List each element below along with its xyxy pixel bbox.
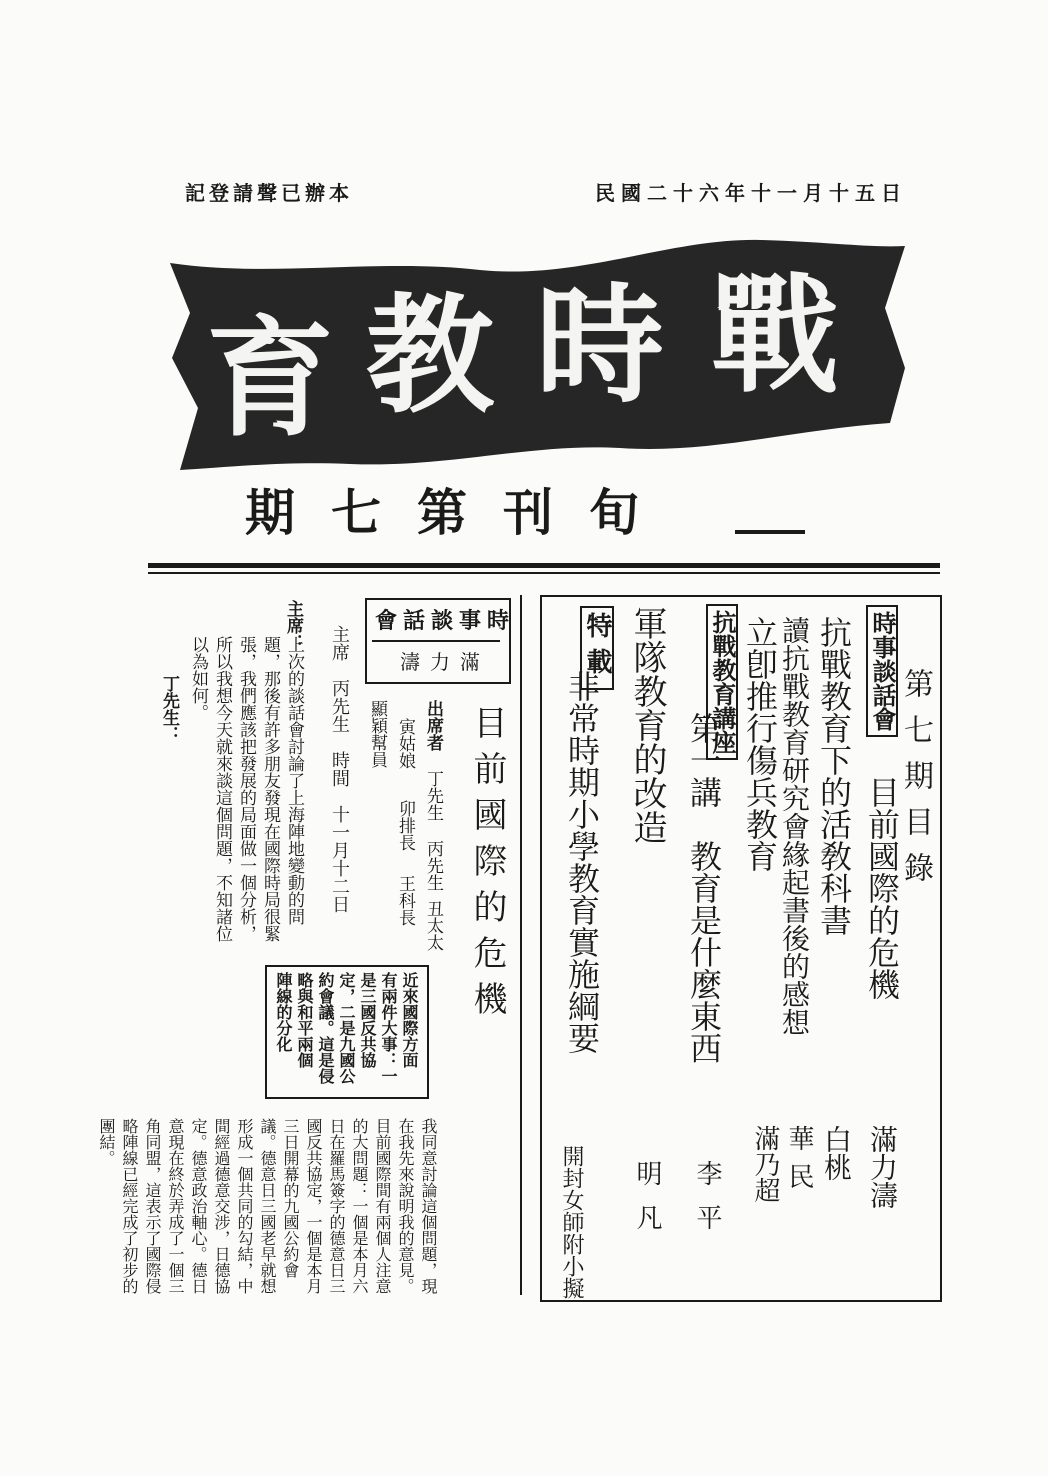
masthead-title-char: 教: [365, 282, 494, 431]
attendee: 卯排長: [395, 800, 415, 851]
speech-text: 我同意討論這個問題，現在我先來說明我的意見。目前國際間有兩個人注意的大問題：一個是本月六日在羅馬簽字的德意日三國反共協定，一個是本月三日開幕的九國公約會議。德意日三國老早就想形成一個共同的勾結，中間經過德意交涉，日德協定。德意政治軸心。德日意現在終於弄成了一個三角同盟，這表示了國際侵略陣線已經完成了初步的團結。: [97, 1118, 438, 1294]
contents-item-title: 讀抗戰教育研究會緣起書後的感想: [778, 616, 811, 1036]
summary-line: 定，二是九國公: [337, 972, 356, 1084]
contents-item-title: 軍隊教育的改造: [627, 606, 667, 844]
publication-date: 民國二十六年十一月十五日: [595, 181, 907, 205]
contents-item-author: 開封女師附小擬: [559, 1145, 584, 1299]
summary-line: 有兩件大事：一: [379, 972, 398, 1084]
contents-item-author: 李平: [692, 1160, 722, 1248]
attendee: 顯穎幫員: [367, 700, 387, 768]
contents-item-title: 目前國際的危機: [863, 776, 901, 1000]
contents-item-author: 滿乃超: [750, 1125, 780, 1203]
attendee: 王科長: [395, 875, 415, 926]
attendee: 丑太太: [423, 900, 443, 951]
contents-tag-special: 特載: [580, 606, 614, 690]
summary-box-text: [272, 972, 420, 1090]
contents-tag-lecture: 抗戰教育講座: [706, 604, 738, 760]
contents-item-author: 白桃: [820, 1125, 853, 1181]
contents-item-title: 抗戰教育下的活敎科書: [815, 616, 853, 936]
contents-item-title: 非常時期小學教育實施綱要: [563, 670, 601, 1054]
masthead-title-char: 育: [205, 305, 334, 454]
column-header-rule: [372, 640, 500, 642]
attendees-label: 出席者: [423, 700, 443, 751]
summary-line: 陣線的分化: [274, 972, 293, 1052]
speech-text: 上次的談話會討論了上海陣地變動的問題，那後有許多朋友發現在國際時局很緊張，我們應該把發展的局面做一個分析，所以我想今天就來談這個問題，不知諸位以為如何。: [188, 636, 304, 942]
masthead-title-char: 時: [535, 272, 664, 421]
issue-line: 旬刊第七期: [245, 483, 675, 542]
chair-line: 主席 丙先生 時間 十一月十二日: [329, 625, 350, 913]
contents-tag-current-affairs: 時事談話會: [866, 605, 898, 737]
summary-line: 約會議。這是侵: [316, 972, 335, 1084]
attendee: 丁先生: [423, 770, 443, 821]
contents-item-author: 華民: [784, 1125, 814, 1201]
article-title: 目前國際的危機: [467, 705, 507, 1027]
contents-heading: 第七期目錄: [898, 668, 933, 898]
attendee: 丙先生: [423, 840, 443, 891]
speaker-label: 丁先生：: [159, 675, 179, 743]
contents-item-title: 第一講 教育是什麼東西: [685, 712, 723, 1064]
summary-line: 略與和平兩個: [295, 972, 314, 1068]
registration-note: 記登請聲已辦本: [185, 181, 353, 205]
header-rule: [148, 563, 940, 568]
masthead-title-char: 戰: [710, 262, 839, 411]
column-author: 滿力濤: [400, 650, 490, 674]
contents-item-author: 明凡: [632, 1160, 662, 1248]
contents-item-author: 滿力濤: [866, 1125, 899, 1209]
summary-line: 近來國際方面: [400, 972, 419, 1068]
summary-line: 是三國反共協: [358, 972, 377, 1068]
column-divider: [520, 595, 522, 1295]
issue-line-dash: [735, 530, 805, 534]
speaker-label: 主席：: [283, 600, 303, 651]
contents-item-title: 立卽推行傷兵教育: [741, 616, 779, 872]
column-tag: 時事談話會: [375, 608, 516, 634]
attendee: 寅姑娘: [395, 718, 415, 769]
header-rule-thin: [148, 572, 940, 574]
